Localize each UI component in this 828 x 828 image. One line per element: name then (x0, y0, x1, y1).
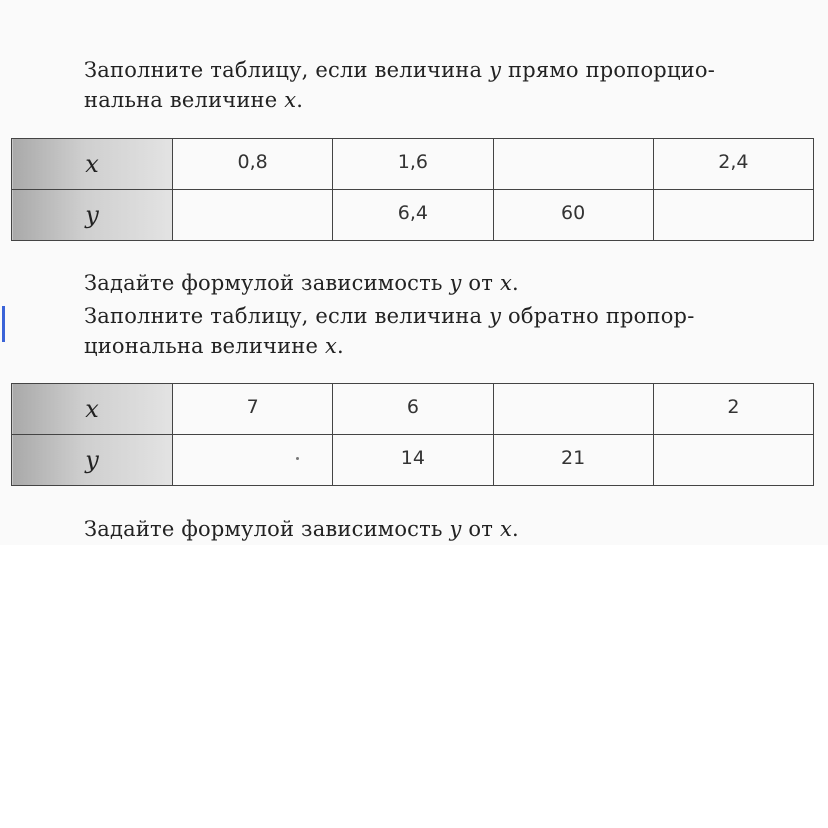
task1-formula-c: . (512, 271, 519, 295)
task1-row-x (12, 139, 814, 190)
task2-formula-var-x: x (499, 517, 513, 541)
task1-text-c: нальна величине (84, 88, 285, 112)
task2-var-x: x (325, 334, 338, 358)
margin-marker (2, 306, 5, 342)
task2-cell-y-1 (173, 435, 333, 486)
task1-formula-b: от (461, 271, 500, 295)
task1-cell-x-2: 1,6 (333, 139, 493, 190)
task1-cell-y-4 (653, 190, 813, 241)
task2-formula-c: . (512, 517, 519, 541)
task2-text-c: циональна величине (84, 334, 325, 358)
task1-cell-x-3 (493, 139, 653, 190)
task1-var-y: y (489, 58, 502, 82)
task1-cell-x-1: 0,8 (173, 139, 333, 190)
task1-formula (84, 268, 814, 298)
task1-table (11, 138, 814, 241)
task1-text-d: . (296, 88, 304, 112)
task2-cell-y-3: 21 (493, 435, 653, 486)
task2-cell-y-2: 14 (333, 435, 493, 486)
task1-formula-var-y: y (449, 271, 462, 295)
task2-var-y: y (489, 304, 502, 328)
task2-row-y (12, 435, 814, 486)
task2-statement (84, 301, 814, 361)
task2-cell-x-4: 2 (653, 384, 813, 435)
task2-text-a: Заполните таблицу, если величина (84, 304, 490, 328)
task1-cell-y-1 (173, 190, 333, 241)
task2-formula-a: Задайте формулой зависимость (84, 517, 450, 541)
task2-cell-x-3 (493, 384, 653, 435)
task1-cell-y-3: 60 (493, 190, 653, 241)
task2-formula-b: от (461, 517, 500, 541)
task2-row-y-label: y (12, 435, 173, 486)
task1-cell-x-4: 2,4 (653, 139, 813, 190)
task2-cell-y-4 (653, 435, 813, 486)
task2-text-b: обратно пропор- (501, 304, 695, 328)
task2-formula (84, 514, 814, 544)
task1-text-b: прямо пропорцио- (501, 58, 715, 82)
task2-cell-x-2: 6 (333, 384, 493, 435)
print-speck (296, 457, 299, 460)
task2-row-x (12, 384, 814, 435)
task1-formula-var-x: x (499, 271, 513, 295)
task2-row-x-label: x (12, 384, 173, 435)
task1-row-x-label: x (12, 139, 173, 190)
task2-cell-x-1: 7 (173, 384, 333, 435)
task1-row-y (12, 190, 814, 241)
task2-table (11, 383, 814, 486)
task2-formula-var-y: y (449, 517, 462, 541)
task1-cell-y-2: 6,4 (333, 190, 493, 241)
task1-row-y-label: y (12, 190, 173, 241)
task1-var-x: x (284, 88, 297, 112)
task2-text-d: . (337, 334, 344, 358)
task1-statement (84, 55, 814, 115)
task1-formula-a: Задайте формулой зависимость (84, 271, 450, 295)
task1-text-a: Заполните таблицу, если величина (84, 58, 490, 82)
